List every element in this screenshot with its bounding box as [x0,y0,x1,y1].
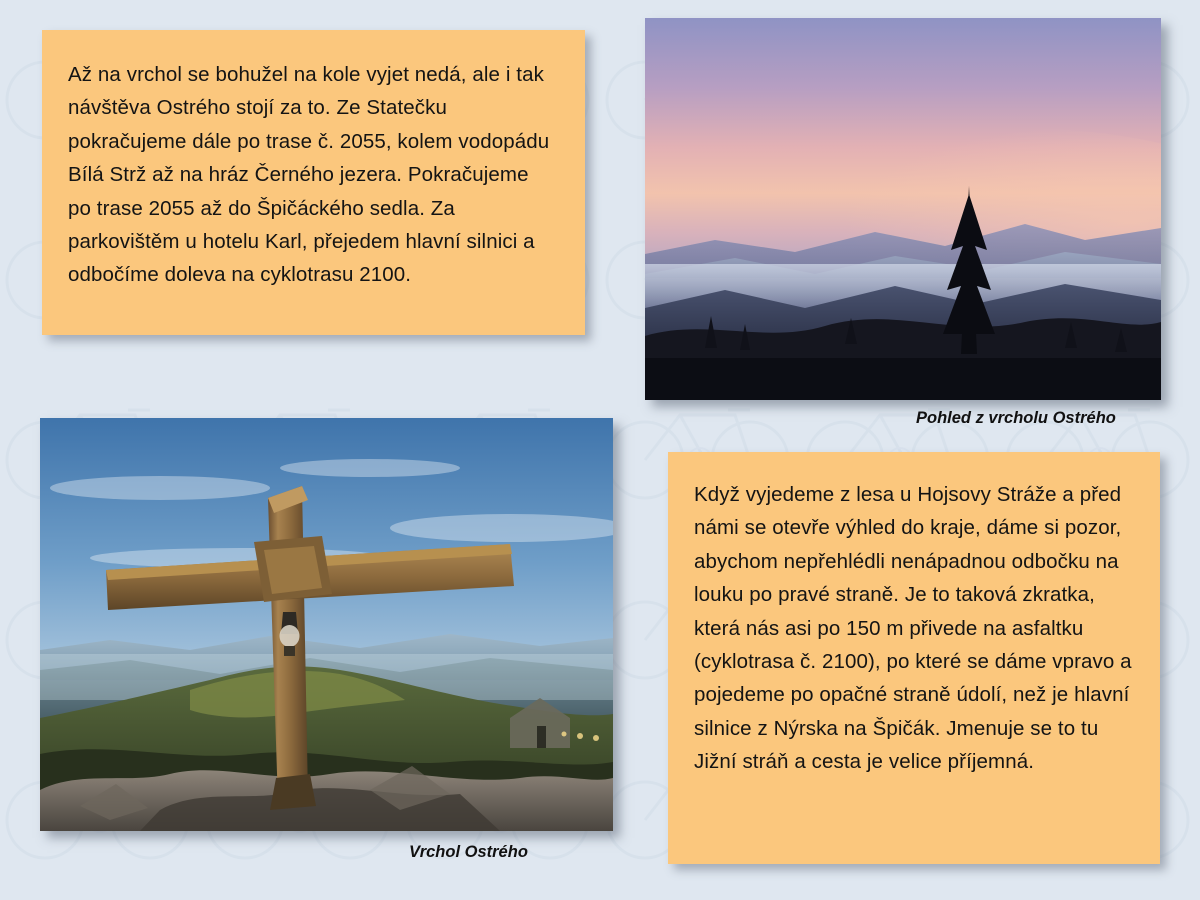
photo-sunset-view-image [645,18,1161,400]
photo-sunset-view [645,18,1161,400]
photo-summit-cross-image [40,418,613,831]
text-box-route-description-text: Až na vrchol se bohužel na kole vyjet nedá, ale i tak návštěva Ostrého stojí za to. Ze Statečku pokračujeme dále po trase č. 2055, kolem vodopádu Bílá Strž až na hráz Černého jezera. Pokračujeme po trase 2055 až do Špičáckého sedla. Za parkovištěm u hotelu Karl, přejedem hlavní silnici a odbočíme doleva na cyklotrasu 2100. [68,63,550,287]
caption-photo-sunset-view: Pohled z vrcholu Ostrého [916,409,1116,427]
text-box-shortcut-description [668,452,1160,864]
text-box-shortcut-description-text: Když vyjedeme z lesa u Hojsovy Stráže a před námi se otevře výhled do kraje, dáme si pozor, abychom nepřehlédli nenápadnou odbočku na louku po pravé straně. Je to taková zkratka, která nás asi po 150 m přivede na asfaltku (cyklotrasa č. 2100), po které se dáme vpravo a pojedeme po opačné straně údolí, než je hlavní silnice z Nýrska na Špičák. Jmenuje se to tu Jižní stráň a cesta je velice příjemná. [694,483,1132,774]
photo-summit-cross [40,418,613,831]
text-box-route-description [42,30,585,335]
caption-photo-summit-cross: Vrchol Ostrého [409,843,528,861]
